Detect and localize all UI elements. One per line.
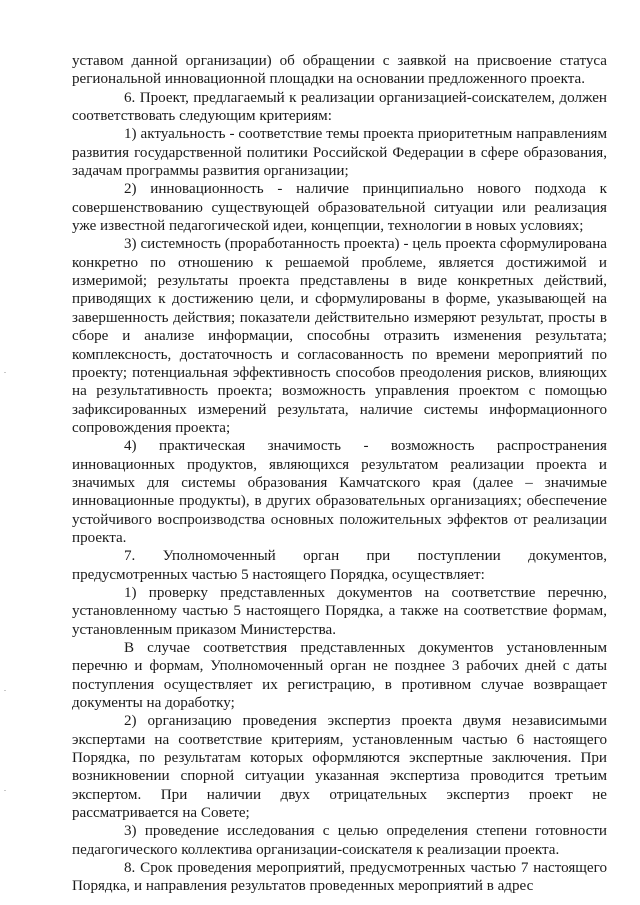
scan-edge-mark bbox=[4, 790, 6, 791]
paragraph-6-criterion-3: 3) системность (проработанность проекта) - цель проекта сформулирована конкретно по отношению к решаемой проблеме, является достижимой и измеримой; результаты проекта представлены в виде конкретных действий, приводящих к достижению цели, и сформулированы в форме, указывающей на завершенность действия; показатели действительно измеряют результат, просты в сборе и анализе информации, способны отразить изменения результата; комплексность, достаточность и согласованность по времени мероприятий по проекту; потенциальная эффективность способов преодоления рисков, влияющих на результативность проекта; возможность управления проектом с помощью зафиксированных измерений результата, наличие системы информационного сопровождения проекта; bbox=[72, 236, 607, 436]
paragraph-intro: уставом данной организации) об обращении с заявкой на присвоение статуса региональной инновационной площадки на основании предложенного проекта. bbox=[72, 53, 607, 88]
paragraph-6-criterion-2: 2) инновационность - наличие принципиально нового подхода к совершенствованию существующей образовательной ситуации или реализация уже известной педагогической идеи, концепции, технологии в новых условиях; bbox=[72, 181, 607, 235]
paragraph-6: 6. Проект, предлагаемый к реализации организацией-соискателем, должен соответствовать следующим критериям: bbox=[72, 89, 607, 125]
paragraph-7: 7. Уполномоченный орган при поступлении документов, предусмотренных частью 5 настоящего Порядка, осуществляет: bbox=[72, 548, 607, 583]
paragraph-8: 8. Срок проведения мероприятий, предусмотренных частью 7 настоящего Порядка, и направления результатов проведенных мероприятий в адрес bbox=[72, 860, 607, 895]
paragraph-6-criterion-1: 1) актуальность - соответствие темы проекта приоритетным направлениям развития государственной политики Российской Федерации в сфере образования, задачам программы развития организации; bbox=[72, 126, 607, 180]
paragraph-6-criterion-4: 4) практическая значимость - возможность распространения инновационных продуктов, являющихся результатом реализации проекта и значимых для системы образования Камчатского края (далее – значимые инновационные продукты), в других образовательных организациях; обеспечение устойчивого воспроизводства основных положительных эффектов от реализации проекта. bbox=[72, 438, 607, 546]
scan-edge-mark bbox=[4, 372, 6, 373]
paragraph-7-item-2: 2) организацию проведения экспертиз проекта двумя независимыми экспертами на соответствие критериям, установленным частью 6 настоящего Порядка, по результатам которых оформляются экспертные заключения. При возникновении спорной ситуации указанная экспертиза проводится третьим экспертом. При наличии двух отрицательных экспертиз проект не рассматривается на Совете; bbox=[72, 713, 607, 822]
document-page bbox=[72, 52, 607, 896]
scan-edge-mark bbox=[4, 690, 6, 691]
paragraph-7-item-1-continuation: В случае соответствия представленных документов установленным перечню и формам, Уполномоченный орган не позднее 3 рабочих дней с даты поступления осуществляет их регистрацию, в противном случае возвращает документы на доработку; bbox=[72, 640, 607, 712]
paragraph-7-item-1: 1) проверку представленных документов на соответствие перечню, установленному частью 5 настоящего Порядка, а также на соответствие формам, установленным приказом Министерства. bbox=[72, 584, 607, 638]
paragraph-7-item-3: 3) проведение исследования с целью определения степени готовности педагогического коллектива организации-соискателя к реализации проекта. bbox=[72, 823, 607, 858]
